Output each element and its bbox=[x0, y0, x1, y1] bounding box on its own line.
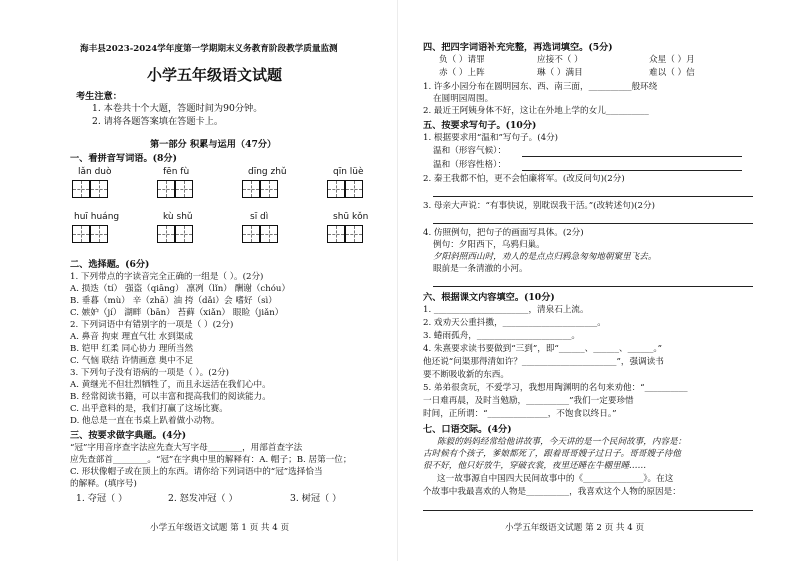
question-line: B. 垂暮（mù） 辛（zhā）油 挎（dǎi）会 嗜好（sì） bbox=[70, 296, 277, 306]
question-line: 2. 秦王我都不怕，更不会怕廉将军。(改反问句)(2分) bbox=[423, 174, 625, 184]
question-line: B. 铠甲 红柔 同心协力 理所当然 bbox=[70, 344, 194, 354]
answer-box[interactable] bbox=[260, 180, 278, 198]
idiom-blank[interactable]: 应接不（ ） bbox=[537, 55, 583, 65]
answer-box[interactable] bbox=[175, 180, 193, 198]
question-line: 一日难再晨，及时当勉励，__________”我们一定要珍惜 bbox=[423, 396, 634, 406]
answer-item[interactable]: 1. 夺冠（ ） bbox=[76, 493, 128, 504]
answer-item[interactable]: 3. 树冠（ ） bbox=[290, 493, 342, 504]
pinyin-label: huī huáng bbox=[74, 212, 120, 222]
pinyin-label: sī dì bbox=[250, 212, 269, 222]
question-line: 他还说“问渠那得清如许？______________________”，强调读书 bbox=[423, 357, 664, 367]
question-line: A. 黄继光不但壮烈牺牲了，而且永远活在我们心中。 bbox=[70, 380, 271, 390]
question-line: 1. ______________________，清泉石上流。 bbox=[423, 305, 589, 315]
handwritten-example: 夕阳斜照西山时，劝人的是点点归鸦急匆匆地朝窠里飞去。 bbox=[433, 252, 657, 262]
question-line: C. 出乎意料的是，我们打赢了这场比赛。 bbox=[70, 404, 228, 414]
idiom-blank[interactable]: 负（ ）请罪 bbox=[439, 55, 485, 65]
question-line: 1. 许多小园分布在圆明园东、西、南三面，__________般环绕 bbox=[423, 82, 658, 92]
idiom-blank[interactable]: 赤（ ）上阵 bbox=[439, 68, 485, 78]
notice-line: 1. 本卷共十个大题，答题时间为90分钟。 bbox=[92, 103, 263, 114]
exam-page-2 bbox=[397, 0, 794, 561]
question-line: C. 嫉妒（jí） 湖畔（bān） 苔藓（xiǎn） 眼睑（jiǎn） bbox=[70, 308, 284, 318]
answer-box[interactable] bbox=[157, 180, 175, 198]
answer-box[interactable] bbox=[90, 225, 108, 243]
question-line: “冠”字用音序查字法应先查大写字母________，用部首查字法 bbox=[70, 443, 303, 453]
pinyin-label: lǎn duò bbox=[78, 167, 112, 177]
answer-box[interactable] bbox=[72, 225, 90, 243]
answer-box[interactable] bbox=[260, 225, 278, 243]
question-line: 2. 最近王阿姨身体不好，这让在外地上学的女儿__________ bbox=[423, 106, 649, 116]
question-line: 3. 下列句子没有语病的一项是（ ）。(2分) bbox=[70, 368, 230, 378]
question-line: C. 气恼 联结 许情画意 奥中不足 bbox=[70, 356, 194, 366]
q2-title: 二、选择题。(6分) bbox=[70, 259, 150, 270]
q1-title: 一、看拼音写词语。(8分) bbox=[70, 153, 177, 164]
handwritten-passage-line: 古时候有个孩子，爹娘都死了，跟着哥哥嫂子过日子。哥哥嫂子待他 bbox=[423, 449, 681, 459]
pinyin-label: shū kǒn bbox=[333, 212, 369, 222]
idiom-blank[interactable]: 众星（ ）月 bbox=[649, 55, 695, 65]
notice-line: 2. 请将各题答案填在答题卡上。 bbox=[92, 116, 224, 127]
idiom-blank[interactable]: 难以（ ）信 bbox=[649, 68, 695, 78]
answer-box[interactable] bbox=[72, 180, 90, 198]
answer-line[interactable] bbox=[433, 286, 753, 287]
answer-box[interactable] bbox=[157, 225, 175, 243]
answer-box[interactable] bbox=[175, 225, 193, 243]
question-line: 温和（形容气候）： bbox=[433, 146, 507, 156]
question-line: 5. 弟弟很贪玩，不爱学习，我想用陶渊明的名句来劝他：“__________ bbox=[423, 383, 688, 393]
answer-line[interactable] bbox=[433, 196, 753, 197]
page-footer: 小学五年级语文试题 第 1 页 共 4 页 bbox=[150, 523, 290, 533]
question-line: 3. 蜷雨孤舟，______________________。 bbox=[423, 331, 581, 341]
question-line: B. 经常阅读书籍，可以丰富和提高我们的阅读能力。 bbox=[70, 392, 271, 402]
answer-line[interactable] bbox=[423, 510, 753, 511]
answer-box[interactable] bbox=[242, 180, 260, 198]
question-line: 1. 下列带点的字读音完全正确的一组是（ ）。(2分) bbox=[70, 272, 264, 282]
question-line: 温和（形容性格）： bbox=[433, 160, 507, 170]
pinyin-label: qīn lüè bbox=[333, 167, 364, 177]
answer-box[interactable] bbox=[327, 180, 345, 198]
question-line: 2. 下列词语中有错别字的一项是（ ）(2分) bbox=[70, 320, 234, 330]
pinyin-label: dīng zhǔ bbox=[248, 167, 287, 177]
q7-title: 七、口语交际。(4分) bbox=[423, 424, 512, 435]
q5-title: 五、按要求写句子。(10分) bbox=[423, 120, 537, 131]
question-line: 个故事中我最喜欢的人物是__________，我喜欢这个人物的原因是： bbox=[423, 487, 681, 497]
handwritten-passage-line: 陈毅的妈妈经常给他讲故事，今天讲的是一个民间故事，内容是： bbox=[437, 437, 687, 447]
answer-item[interactable]: 2. 怒发冲冠（ ） bbox=[168, 493, 238, 504]
question-line: 在圆明园周围。 bbox=[433, 94, 494, 104]
answer-box[interactable] bbox=[90, 180, 108, 198]
idiom-blank[interactable]: 琳（ ）满目 bbox=[537, 68, 583, 78]
question-line: 4. 仿照例句，把句子的画面写具体。(2分) bbox=[423, 228, 584, 238]
question-line: D. 他总是一直在书桌上趴着做小动物。 bbox=[70, 416, 220, 426]
answer-line[interactable] bbox=[433, 223, 753, 224]
pinyin-label: fēn fù bbox=[163, 167, 190, 177]
question-line: 的解释。(填序号) bbox=[70, 479, 137, 489]
question-line: 要不断吸收新的东西。 bbox=[423, 370, 509, 380]
q6-title: 六、根据课文内容填空。(10分) bbox=[423, 292, 555, 303]
answer-line[interactable] bbox=[522, 156, 742, 157]
handwritten-passage-line: 很不好，他只好放牛，穿破衣裳，夜里还睡在牛棚里睡…… bbox=[423, 461, 647, 471]
question-line: 这一故事源自中国四大民间故事中的《______________》。在这 bbox=[437, 474, 674, 484]
answer-box[interactable] bbox=[345, 225, 363, 243]
exam-header: 海丰县2023-2024学年度第一学期期末义务教育阶段教学质量监测 bbox=[80, 44, 338, 54]
exam-title: 小学五年级语文试题 bbox=[147, 66, 283, 84]
answer-box[interactable] bbox=[345, 180, 363, 198]
answer-box[interactable] bbox=[327, 225, 345, 243]
part-heading: 第一部分 积累与运用（47分） bbox=[150, 139, 277, 150]
example-line: 例句：夕阳西下，乌鸦归巢。 bbox=[433, 240, 545, 250]
question-line: 1. 根据要求用“温和”写句子。(4分) bbox=[423, 133, 559, 143]
example-line: 眼前是一条清澈的小河。 bbox=[433, 264, 528, 274]
question-line: 2. 戏劝天公重抖擞，______________________。 bbox=[423, 318, 606, 328]
question-line: C. 形状像帽子或在顶上的东西。请你给下列词语中的“冠”选择恰当 bbox=[70, 467, 323, 477]
question-line: 3. 母亲大声说：“有事快说，别耽误我干活。”(改转述句)(2分) bbox=[423, 201, 655, 211]
notice-title: 考生注意： bbox=[76, 91, 122, 102]
q3-title: 三、按要求做字典题。(4分) bbox=[70, 430, 187, 441]
pinyin-label: kù shǔ bbox=[163, 212, 193, 222]
question-line: 应先查部首________。“冠”在字典中里的解释有：A. 帽子；B. 居第一位； bbox=[70, 455, 352, 465]
question-line: A. 损迭（tí） 强盗（qiāng） 凛冽（lǐn） 酬谢（chóu） bbox=[70, 284, 291, 294]
answer-box[interactable] bbox=[242, 225, 260, 243]
question-line: 时间，正所谓：“______________，不饱食以终日。” bbox=[423, 409, 617, 419]
answer-line[interactable] bbox=[522, 170, 742, 171]
q4-title: 四、把四字词语补充完整，再选词填空。(5分) bbox=[423, 42, 613, 53]
question-line: 4. 朱熹要求读书要做到“三到”，即“______、______、______。” bbox=[423, 344, 663, 354]
page-footer: 小学五年级语文试题 第 2 页 共 4 页 bbox=[505, 523, 645, 533]
question-line: A. 鼻音 拘束 理直气壮 水到渠成 bbox=[70, 332, 193, 342]
